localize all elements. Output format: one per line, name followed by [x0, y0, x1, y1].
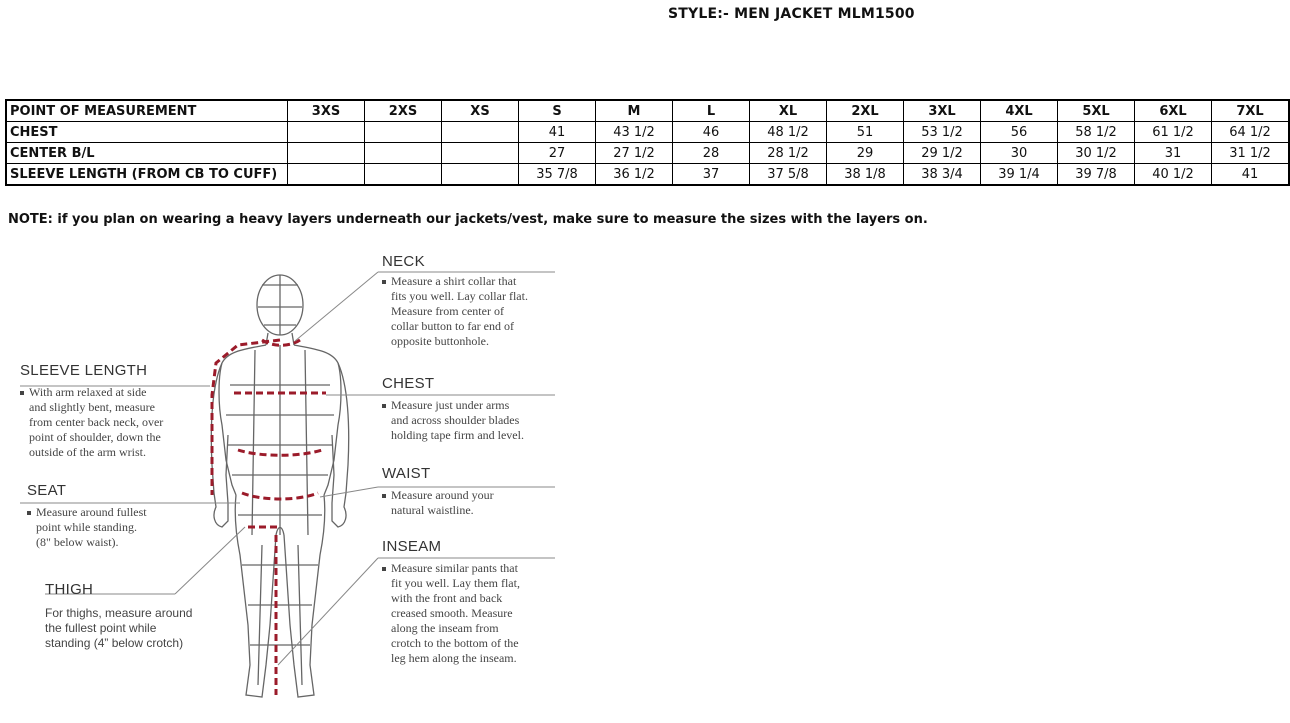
waist-callout	[382, 465, 494, 518]
size-value-cell	[288, 164, 365, 186]
size-value-cell: 46	[673, 122, 750, 143]
size-value-cell: 37 5/8	[750, 164, 827, 186]
size-value-cell: 37	[673, 164, 750, 186]
size-value-cell	[442, 122, 519, 143]
size-value-cell	[288, 143, 365, 164]
thigh-text: For thighs, measure around the fullest point while standing (4” below crotch)	[45, 606, 193, 650]
neck-text: Measure a shirt collar that fits you well. Lay collar flat. Measure from center of collar button to far end of opposite buttonhole.	[382, 274, 528, 349]
size-value-cell: 2XL	[827, 100, 904, 122]
size-value-cell: 35 7/8	[519, 164, 596, 186]
size-value-cell	[365, 143, 442, 164]
table-row	[6, 122, 1289, 143]
table-row	[6, 164, 1289, 186]
size-value-cell: S	[519, 100, 596, 122]
layering-note: NOTE: if you plan on wearing a heavy layers underneath our jackets/vest, make sure to measure the sizes with the layers on.	[8, 212, 928, 227]
bullet-icon	[27, 511, 31, 515]
size-value-cell: 53 1/2	[904, 122, 981, 143]
inseam-text: Measure similar pants that fit you well. Lay them flat, with the front and back creased smooth. Measure along the inseam from crotch to the bottom of the leg hem along the inseam.	[382, 561, 520, 666]
bullet-icon	[382, 567, 386, 571]
size-value-cell: 39 7/8	[1058, 164, 1135, 186]
size-value-cell: 58 1/2	[1058, 122, 1135, 143]
size-value-cell: 40 1/2	[1135, 164, 1212, 186]
neck-callout	[382, 253, 528, 349]
bullet-icon	[382, 404, 386, 408]
size-value-cell: 30 1/2	[1058, 143, 1135, 164]
chest-heading: CHEST	[382, 375, 435, 392]
size-value-cell: 51	[827, 122, 904, 143]
bullet-icon	[382, 494, 386, 498]
size-value-cell: 7XL	[1212, 100, 1290, 122]
size-value-cell: 27 1/2	[596, 143, 673, 164]
size-value-cell: 29 1/2	[904, 143, 981, 164]
size-value-cell: 3XL	[904, 100, 981, 122]
size-value-cell: 61 1/2	[1135, 122, 1212, 143]
size-chart-table	[5, 99, 1290, 186]
inseam-heading: INSEAM	[382, 538, 442, 555]
size-value-cell: 3XS	[288, 100, 365, 122]
measurement-name-cell: SLEEVE LENGTH (FROM CB TO CUFF)	[6, 164, 288, 186]
size-value-cell: 48 1/2	[750, 122, 827, 143]
table-header-row	[6, 100, 1289, 122]
inseam-callout	[382, 538, 520, 666]
sleeve-length-callout	[20, 362, 163, 460]
size-value-cell: XS	[442, 100, 519, 122]
size-value-cell: 30	[981, 143, 1058, 164]
size-value-cell: 38 1/8	[827, 164, 904, 186]
sleeve-length-heading: SLEEVE LENGTH	[20, 362, 148, 379]
size-value-cell: XL	[750, 100, 827, 122]
thigh-heading: THIGH	[45, 581, 94, 598]
size-value-cell: 2XS	[365, 100, 442, 122]
size-value-cell: 27	[519, 143, 596, 164]
measurement-dash-lines	[212, 340, 326, 695]
size-value-cell: 41	[1212, 164, 1290, 186]
neck-heading: NECK	[382, 253, 425, 270]
figure-outline	[211, 275, 348, 697]
measurement-diagram	[0, 245, 600, 718]
chest-text: Measure just under arms and across shoulder blades holding tape firm and level.	[382, 398, 524, 443]
size-value-cell: 6XL	[1135, 100, 1212, 122]
waist-heading: WAIST	[382, 465, 431, 482]
size-value-cell	[288, 122, 365, 143]
size-value-cell: L	[673, 100, 750, 122]
size-value-cell: 31	[1135, 143, 1212, 164]
size-value-cell: 31 1/2	[1212, 143, 1290, 164]
size-value-cell: 36 1/2	[596, 164, 673, 186]
chest-callout	[382, 375, 524, 443]
size-value-cell	[442, 143, 519, 164]
measurement-name-cell: CHEST	[6, 122, 288, 143]
size-value-cell: M	[596, 100, 673, 122]
table-row	[6, 143, 1289, 164]
size-value-cell: 43 1/2	[596, 122, 673, 143]
thigh-callout	[45, 581, 192, 651]
page-title: STYLE:- MEN JACKET MLM1500	[668, 6, 915, 22]
bullet-icon	[382, 280, 386, 284]
size-value-cell: 29	[827, 143, 904, 164]
size-value-cell: 41	[519, 122, 596, 143]
bullet-icon	[20, 391, 24, 395]
measurement-name-cell: CENTER B/L	[6, 143, 288, 164]
size-value-cell	[365, 122, 442, 143]
size-value-cell: 56	[981, 122, 1058, 143]
seat-heading: SEAT	[27, 482, 67, 499]
size-value-cell: 5XL	[1058, 100, 1135, 122]
size-value-cell: 28	[673, 143, 750, 164]
size-value-cell: 28 1/2	[750, 143, 827, 164]
size-value-cell	[365, 164, 442, 186]
size-value-cell: 39 1/4	[981, 164, 1058, 186]
waist-text: Measure around your natural waistline.	[382, 488, 494, 518]
seat-callout	[27, 482, 147, 550]
size-value-cell: 64 1/2	[1212, 122, 1290, 143]
size-value-cell	[442, 164, 519, 186]
size-value-cell: 4XL	[981, 100, 1058, 122]
measurement-name-cell: POINT OF MEASUREMENT	[6, 100, 288, 122]
seat-text: Measure around fullest point while standing. (8" below waist).	[27, 505, 147, 550]
size-value-cell: 38 3/4	[904, 164, 981, 186]
sleeve-length-text: With arm relaxed at side and slightly bent, measure from center back neck, over point of shoulder, down the outside of the arm wrist.	[20, 385, 163, 460]
